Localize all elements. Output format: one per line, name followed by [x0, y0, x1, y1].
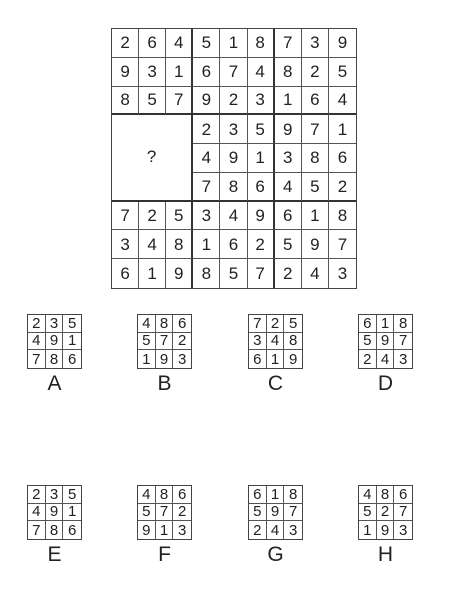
grid-cell: 1 [275, 87, 302, 116]
option-cell: 5 [359, 333, 377, 351]
grid-cell: 7 [275, 29, 302, 58]
grid-cell: 6 [248, 173, 275, 202]
grid-cell: 7 [220, 58, 247, 87]
grid-cell: 2 [248, 230, 275, 259]
option-cell: 9 [46, 333, 64, 351]
option-cell: 1 [138, 350, 156, 368]
option-label: G [267, 543, 284, 566]
option-cell: 2 [359, 350, 377, 368]
option-grid [27, 314, 82, 369]
option-cell: 1 [63, 333, 81, 351]
option-grid [137, 485, 192, 540]
option-cell: 9 [138, 521, 156, 539]
option-grid [137, 314, 192, 369]
option-cell: 2 [28, 486, 46, 504]
option-h[interactable] [358, 485, 439, 565]
grid-cell: 7 [248, 259, 275, 288]
option-cell: 1 [377, 315, 395, 333]
option-cell: 6 [249, 350, 267, 368]
option-cell: 9 [288, 350, 298, 368]
option-cell: 4 [359, 486, 377, 504]
grid-cell: 8 [220, 173, 247, 202]
option-cell: 7 [394, 333, 412, 351]
grid-cell: 8 [193, 259, 220, 288]
option-cell: 5 [284, 315, 302, 333]
grid-cell: 8 [112, 87, 139, 116]
option-cell: 4 [138, 486, 156, 504]
grid-cell: 3 [248, 87, 275, 116]
missing-block: ? [112, 115, 193, 201]
option-c[interactable] [248, 314, 329, 394]
grid-cell: 3 [302, 29, 329, 58]
grid-cell: 1 [329, 115, 356, 144]
grid-cell: 5 [220, 259, 247, 288]
grid-cell: 3 [337, 264, 348, 284]
option-cell: 2 [173, 333, 191, 351]
option-cell: 8 [394, 315, 412, 333]
option-cell: 7 [156, 504, 174, 522]
option-cell: 2 [377, 504, 395, 522]
option-cell: 2 [173, 504, 191, 522]
option-label: D [377, 372, 394, 395]
grid-cell: 1 [166, 58, 193, 87]
grid-cell: 6 [112, 259, 139, 288]
option-label: H [377, 543, 394, 566]
option-cell: 3 [46, 315, 64, 333]
option-cell: 3 [249, 333, 267, 351]
option-cell: 5 [138, 333, 156, 351]
grid-cell: 4 [302, 259, 329, 288]
option-cell: 8 [284, 486, 302, 504]
option-cell: 6 [67, 521, 77, 539]
grid-cell: 2 [193, 115, 220, 144]
grid-cell: 9 [302, 230, 329, 259]
puzzle-grid [111, 28, 357, 289]
option-grid [248, 485, 303, 540]
grid-cell: 9 [166, 259, 193, 288]
option-grid [248, 314, 303, 369]
grid-cell: 4 [193, 144, 220, 173]
grid-cell: 2 [139, 202, 166, 231]
option-label: B [157, 372, 172, 395]
option-cell: 6 [249, 486, 267, 504]
option-cell: 1 [156, 521, 174, 539]
option-e[interactable] [27, 485, 108, 565]
grid-cell: 8 [166, 230, 193, 259]
grid-cell: 2 [112, 29, 139, 58]
grid-cell: 6 [275, 202, 302, 231]
option-a[interactable] [27, 314, 108, 394]
grid-cell: 9 [275, 115, 302, 144]
option-cell: 3 [177, 521, 187, 539]
option-cell: 4 [28, 504, 46, 522]
option-cell: 8 [156, 315, 174, 333]
option-cell: 7 [394, 504, 412, 522]
option-label: A [47, 372, 62, 395]
option-cell: 5 [63, 486, 81, 504]
grid-cell: 6 [329, 144, 356, 173]
grid-cell: 9 [112, 58, 139, 87]
option-cell: 9 [377, 521, 395, 539]
option-cell: 7 [249, 315, 267, 333]
grid-cell: 8 [329, 202, 356, 231]
grid-cell: 1 [193, 230, 220, 259]
grid-cell: 8 [275, 58, 302, 87]
option-cell: 8 [284, 333, 302, 351]
grid-cell: 8 [302, 144, 329, 173]
option-cell: 6 [359, 315, 377, 333]
option-cell: 8 [46, 350, 64, 368]
grid-cell: 3 [139, 58, 166, 87]
option-cell: 1 [267, 486, 285, 504]
grid-cell: 4 [166, 29, 193, 58]
option-cell: 3 [288, 521, 298, 539]
option-cell: 4 [28, 333, 46, 351]
grid-cell: 3 [112, 230, 139, 259]
grid-cell: 5 [302, 173, 329, 202]
option-cell: 7 [28, 350, 46, 368]
option-label: E [47, 543, 62, 566]
option-grid [358, 485, 413, 540]
grid-cell: 1 [248, 144, 275, 173]
grid-cell: 2 [302, 58, 329, 87]
option-cell: 8 [377, 486, 395, 504]
grid-cell: 6 [302, 87, 329, 116]
option-cell: 2 [267, 315, 285, 333]
option-cell: 9 [156, 350, 174, 368]
option-d[interactable] [358, 314, 439, 394]
grid-cell: 4 [139, 230, 166, 259]
option-cell: 9 [267, 504, 285, 522]
grid-cell: 1 [220, 29, 247, 58]
grid-cell: 7 [329, 230, 356, 259]
grid-cell: 1 [139, 259, 166, 288]
option-cell: 4 [267, 521, 285, 539]
option-cell: 9 [46, 504, 64, 522]
option-grid [27, 485, 82, 540]
option-cell: 5 [138, 504, 156, 522]
option-cell: 9 [377, 333, 395, 351]
option-cell: 3 [398, 350, 408, 368]
option-cell: 7 [28, 521, 46, 539]
grid-cell: 7 [302, 115, 329, 144]
option-cell: 3 [398, 521, 408, 539]
option-cell: 7 [284, 504, 302, 522]
option-cell: 4 [377, 350, 395, 368]
grid-cell: 3 [275, 144, 302, 173]
option-cell: 5 [249, 504, 267, 522]
grid-cell: 5 [329, 58, 356, 87]
grid-cell: 9 [193, 87, 220, 116]
option-cell: 4 [267, 333, 285, 351]
grid-cell: 2 [220, 87, 247, 116]
option-grid [358, 314, 413, 369]
grid-cell: 8 [248, 29, 275, 58]
option-cell: 7 [156, 333, 174, 351]
grid-cell: 2 [329, 173, 356, 202]
grid-cell: 7 [166, 87, 193, 116]
option-cell: 2 [28, 315, 46, 333]
option-cell: 4 [138, 315, 156, 333]
option-b[interactable] [137, 314, 218, 394]
grid-cell: 6 [193, 58, 220, 87]
option-cell: 8 [46, 521, 64, 539]
grid-cell: 4 [220, 202, 247, 231]
grid-cell: 4 [275, 173, 302, 202]
grid-cell: 1 [302, 202, 329, 231]
option-cell: 6 [394, 486, 412, 504]
option-cell: 2 [249, 521, 267, 539]
grid-cell: 7 [112, 202, 139, 231]
option-cell: 6 [67, 350, 77, 368]
option-label: C [267, 372, 284, 395]
option-cell: 5 [359, 504, 377, 522]
grid-cell: 4 [248, 58, 275, 87]
grid-cell: 5 [166, 202, 193, 231]
grid-cell: 5 [193, 29, 220, 58]
grid-cell: 6 [139, 29, 166, 58]
grid-cell: 5 [139, 87, 166, 116]
option-label: F [158, 543, 171, 566]
grid-cell: 5 [248, 115, 275, 144]
option-g[interactable] [248, 485, 329, 565]
option-cell: 6 [173, 315, 191, 333]
grid-cell: 3 [220, 115, 247, 144]
grid-cell: 9 [329, 29, 356, 58]
option-cell: 8 [156, 486, 174, 504]
option-cell: 1 [63, 504, 81, 522]
grid-cell: 2 [275, 259, 302, 288]
grid-cell: 3 [193, 202, 220, 231]
grid-cell: 5 [275, 230, 302, 259]
option-cell: 3 [46, 486, 64, 504]
grid-cell: 4 [329, 87, 356, 116]
option-cell: 1 [359, 521, 377, 539]
grid-cell: 7 [193, 173, 220, 202]
option-cell: 3 [177, 350, 187, 368]
option-f[interactable] [137, 485, 218, 565]
option-cell: 6 [173, 486, 191, 504]
grid-cell: 9 [248, 202, 275, 231]
option-cell: 1 [267, 350, 285, 368]
option-cell: 5 [63, 315, 81, 333]
grid-cell: 6 [220, 230, 247, 259]
grid-cell: 9 [220, 144, 247, 173]
